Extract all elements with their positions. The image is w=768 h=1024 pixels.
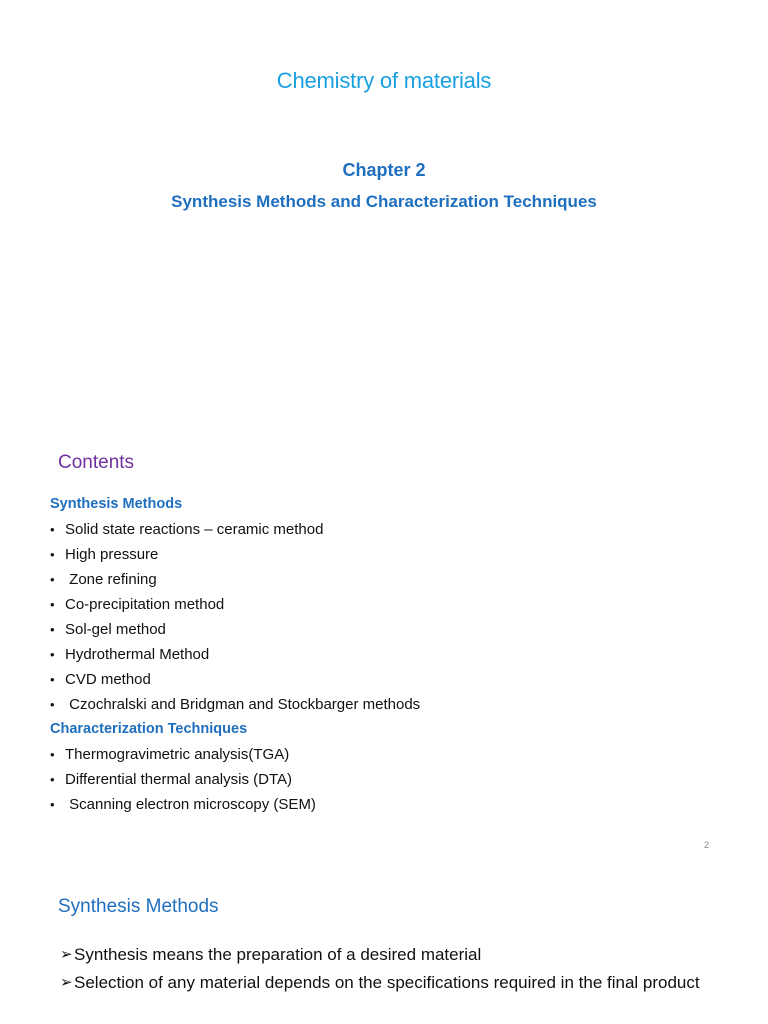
list-item-text: Selection of any material depends on the specifications required in the final product (74, 973, 700, 992)
list-item (50, 667, 728, 692)
list-item-text: Synthesis means the preparation of a desired material (74, 945, 482, 964)
bullet-dot-icon: • (50, 597, 55, 612)
list-item-text: Solid state reactions – ceramic method (65, 521, 324, 538)
list-item (50, 767, 728, 792)
bullet-dot-icon: • (50, 747, 55, 762)
list-item (50, 642, 728, 667)
list-item-text: Czochralski and Bridgman and Stockbarger methods (65, 696, 421, 713)
section-heading-characterization: Characterization Techniques (50, 721, 248, 737)
bullet-dot-icon: • (50, 797, 55, 812)
list-item (60, 972, 710, 994)
list-item-text: Thermogravimetric analysis(TGA) (65, 746, 290, 763)
list-item-text: Sol-gel method (65, 621, 166, 638)
list-item (50, 592, 728, 617)
section-heading-synthesis: Synthesis Methods (50, 496, 183, 512)
arrow-bullet-icon: ➢ (60, 946, 73, 963)
document-title: Chemistry of materials (276, 68, 492, 93)
synthesis-points (60, 944, 710, 1000)
bullet-dot-icon: • (50, 647, 55, 662)
bullet-dot-icon: • (50, 572, 55, 587)
list-item (50, 692, 728, 717)
list-item (50, 517, 728, 542)
page-number: 2 (704, 840, 710, 850)
list-item (50, 567, 728, 592)
bullet-dot-icon: • (50, 672, 55, 687)
list-item (60, 944, 710, 966)
list-item-text: Zone refining (65, 571, 157, 588)
list-item-text: Hydrothermal Method (65, 646, 210, 663)
list-item-text: High pressure (65, 546, 159, 563)
chapter-label: Chapter 2 (342, 160, 426, 180)
list-item-text: Differential thermal analysis (DTA) (65, 771, 293, 788)
list-item (50, 617, 728, 642)
synthesis-methods-list (50, 517, 728, 717)
list-item (50, 542, 728, 567)
contents-slide (0, 440, 768, 860)
list-item (50, 742, 728, 767)
synthesis-heading: Synthesis Methods (58, 896, 219, 917)
chapter-subtitle: Synthesis Methods and Characterization Techniques (171, 192, 597, 211)
title-slide (0, 0, 768, 430)
list-item-text: CVD method (65, 671, 151, 688)
list-item-text: Scanning electron microscopy (SEM) (65, 796, 316, 813)
synthesis-slide (0, 880, 768, 1024)
contents-body (50, 492, 728, 817)
list-item (50, 792, 728, 817)
bullet-dot-icon: • (50, 522, 55, 537)
arrow-bullet-icon: ➢ (60, 974, 73, 991)
contents-heading: Contents (58, 452, 135, 473)
list-item-text: Co-precipitation method (65, 596, 225, 613)
bullet-dot-icon: • (50, 772, 55, 787)
characterization-techniques-list (50, 742, 728, 817)
bullet-dot-icon: • (50, 547, 55, 562)
bullet-dot-icon: • (50, 697, 55, 712)
bullet-dot-icon: • (50, 622, 55, 637)
